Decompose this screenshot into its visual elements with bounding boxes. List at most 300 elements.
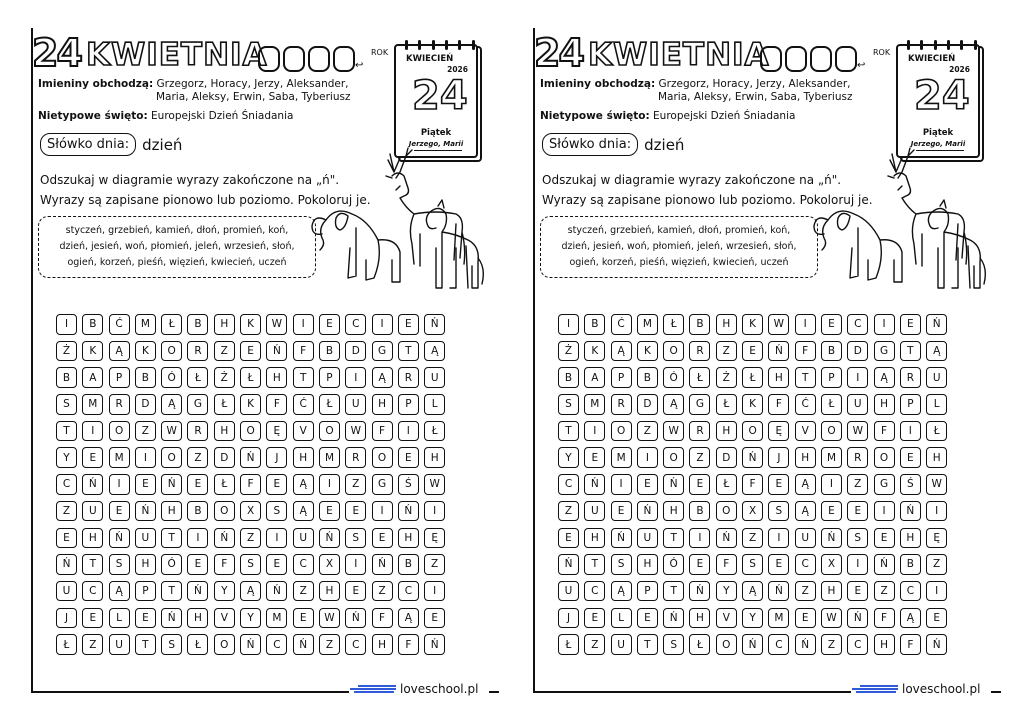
grid-cell[interactable]: Z (424, 554, 445, 575)
grid-cell[interactable]: Ż (558, 341, 579, 362)
grid-cell[interactable]: Ń (56, 554, 77, 575)
grid-cell[interactable]: Ę (768, 421, 789, 442)
grid-cell[interactable]: Z (558, 501, 579, 522)
grid-cell[interactable]: P (637, 581, 658, 602)
grid-cell[interactable]: H (874, 634, 895, 655)
grid-cell[interactable]: Ń (266, 581, 287, 602)
grid-cell[interactable]: B (689, 314, 710, 335)
grid-cell[interactable]: Z (56, 501, 77, 522)
grid-cell[interactable]: Ż (56, 341, 77, 362)
word-search-grid[interactable] (558, 314, 947, 655)
grid-cell[interactable]: H (821, 581, 842, 602)
grid-cell[interactable]: Ą (161, 394, 182, 415)
grid-cell[interactable]: E (319, 501, 340, 522)
grid-cell[interactable]: Ń (637, 501, 658, 522)
grid-cell[interactable]: B (689, 501, 710, 522)
grid-cell[interactable]: U (637, 528, 658, 549)
grid-cell[interactable]: H (900, 528, 921, 549)
grid-cell[interactable]: Ą (293, 501, 314, 522)
year-digit-box[interactable] (258, 46, 280, 72)
grid-cell[interactable]: Ł (689, 367, 710, 388)
grid-cell[interactable]: Ł (187, 367, 208, 388)
grid-cell[interactable]: G (874, 341, 895, 362)
grid-cell[interactable]: I (926, 501, 947, 522)
grid-cell[interactable]: U (611, 634, 632, 655)
grid-cell[interactable]: R (900, 367, 921, 388)
grid-cell[interactable]: Ń (584, 474, 605, 495)
grid-cell[interactable]: O (716, 634, 737, 655)
grid-cell[interactable]: V (293, 421, 314, 442)
grid-cell[interactable]: S (240, 554, 261, 575)
grid-cell[interactable]: Ń (926, 634, 947, 655)
grid-cell[interactable]: L (424, 394, 445, 415)
grid-cell[interactable]: Ó (161, 554, 182, 575)
grid-cell[interactable]: W (926, 474, 947, 495)
grid-cell[interactable]: D (716, 447, 737, 468)
grid-cell[interactable]: J (56, 608, 77, 629)
grid-cell[interactable]: H (424, 447, 445, 468)
grid-cell[interactable]: Ł (240, 367, 261, 388)
grid-cell[interactable]: W (319, 608, 340, 629)
grid-cell[interactable]: R (689, 341, 710, 362)
grid-cell[interactable]: Ł (663, 314, 684, 335)
grid-cell[interactable]: Ń (795, 634, 816, 655)
grid-cell[interactable]: Z (293, 581, 314, 602)
grid-cell[interactable]: F (874, 608, 895, 629)
grid-cell[interactable]: C (558, 474, 579, 495)
grid-cell[interactable]: L (926, 394, 947, 415)
grid-cell[interactable]: F (293, 341, 314, 362)
grid-cell[interactable]: K (637, 341, 658, 362)
grid-cell[interactable]: Ć (293, 394, 314, 415)
grid-cell[interactable]: I (611, 474, 632, 495)
grid-cell[interactable]: Ó (663, 554, 684, 575)
grid-cell[interactable]: H (372, 394, 393, 415)
grid-cell[interactable]: Ń (240, 634, 261, 655)
grid-cell[interactable]: F (716, 554, 737, 575)
grid-cell[interactable]: K (742, 314, 763, 335)
grid-cell[interactable]: Ń (372, 554, 393, 575)
grid-cell[interactable]: Ń (266, 341, 287, 362)
grid-cell[interactable]: M (611, 447, 632, 468)
grid-cell[interactable]: K (135, 341, 156, 362)
grid-cell[interactable]: E (82, 447, 103, 468)
grid-cell[interactable]: S (663, 634, 684, 655)
grid-cell[interactable]: E (187, 474, 208, 495)
grid-cell[interactable]: H (716, 314, 737, 335)
grid-cell[interactable]: Z (926, 554, 947, 575)
grid-cell[interactable]: I (584, 421, 605, 442)
grid-cell[interactable]: H (214, 421, 235, 442)
grid-cell[interactable]: R (847, 447, 868, 468)
grid-cell[interactable]: T (795, 367, 816, 388)
grid-cell[interactable]: Ń (161, 474, 182, 495)
grid-cell[interactable]: P (398, 394, 419, 415)
grid-cell[interactable]: E (637, 474, 658, 495)
grid-cell[interactable]: Z (345, 474, 366, 495)
grid-cell[interactable]: H (663, 501, 684, 522)
grid-cell[interactable]: E (689, 554, 710, 575)
grid-cell[interactable]: M (821, 447, 842, 468)
grid-cell[interactable]: E (109, 501, 130, 522)
grid-cell[interactable]: I (637, 447, 658, 468)
grid-cell[interactable]: B (558, 367, 579, 388)
grid-cell[interactable]: I (187, 528, 208, 549)
grid-cell[interactable]: I (109, 474, 130, 495)
grid-cell[interactable]: D (345, 341, 366, 362)
grid-cell[interactable]: Ń (558, 554, 579, 575)
grid-cell[interactable]: Ó (161, 367, 182, 388)
grid-cell[interactable]: W (847, 421, 868, 442)
grid-cell[interactable]: Ł (926, 421, 947, 442)
grid-cell[interactable]: O (319, 421, 340, 442)
grid-cell[interactable]: O (161, 341, 182, 362)
grid-cell[interactable]: Ć (611, 314, 632, 335)
grid-cell[interactable]: O (214, 501, 235, 522)
grid-cell[interactable]: Ń (663, 608, 684, 629)
grid-cell[interactable]: B (187, 314, 208, 335)
grid-cell[interactable]: Ł (214, 474, 235, 495)
grid-cell[interactable]: C (584, 581, 605, 602)
grid-cell[interactable]: Ś (900, 474, 921, 495)
grid-cell[interactable]: X (821, 554, 842, 575)
grid-cell[interactable]: E (821, 501, 842, 522)
grid-cell[interactable]: B (584, 314, 605, 335)
grid-cell[interactable]: Z (637, 421, 658, 442)
year-digit-box[interactable] (308, 46, 330, 72)
grid-cell[interactable]: X (319, 554, 340, 575)
grid-cell[interactable]: T (584, 554, 605, 575)
grid-cell[interactable]: F (900, 634, 921, 655)
grid-cell[interactable]: Y (716, 581, 737, 602)
grid-cell[interactable]: X (742, 501, 763, 522)
grid-cell[interactable]: T (558, 421, 579, 442)
grid-cell[interactable]: Y (558, 447, 579, 468)
grid-cell[interactable]: Z (214, 341, 235, 362)
grid-cell[interactable]: C (768, 634, 789, 655)
grid-cell[interactable]: F (874, 421, 895, 442)
grid-cell[interactable]: R (109, 394, 130, 415)
grid-cell[interactable]: Ń (293, 634, 314, 655)
grid-cell[interactable]: I (424, 581, 445, 602)
grid-cell[interactable]: H (398, 528, 419, 549)
grid-cell[interactable]: U (82, 501, 103, 522)
grid-cell[interactable]: W (424, 474, 445, 495)
grid-cell[interactable]: Ą (742, 581, 763, 602)
grid-cell[interactable]: F (372, 421, 393, 442)
grid-cell[interactable]: O (742, 421, 763, 442)
grid-cell[interactable]: Z (135, 421, 156, 442)
grid-cell[interactable]: Ą (109, 581, 130, 602)
grid-cell[interactable]: E (424, 608, 445, 629)
year-digit-box[interactable] (283, 46, 305, 72)
grid-cell[interactable]: I (874, 314, 895, 335)
grid-cell[interactable]: P (900, 394, 921, 415)
grid-cell[interactable]: R (345, 447, 366, 468)
grid-cell[interactable]: F (795, 341, 816, 362)
grid-cell[interactable]: Y (240, 608, 261, 629)
grid-cell[interactable]: U (424, 367, 445, 388)
grid-cell[interactable]: B (637, 367, 658, 388)
grid-cell[interactable]: Ą (109, 341, 130, 362)
year-digit-box[interactable] (785, 46, 807, 72)
grid-cell[interactable]: K (240, 314, 261, 335)
grid-cell[interactable]: M (637, 314, 658, 335)
grid-cell[interactable]: Ń (663, 474, 684, 495)
grid-cell[interactable]: R (398, 367, 419, 388)
grid-cell[interactable]: U (56, 581, 77, 602)
grid-cell[interactable]: Y (56, 447, 77, 468)
grid-cell[interactable]: Ą (926, 341, 947, 362)
grid-cell[interactable]: Ń (926, 314, 947, 335)
grid-cell[interactable]: Ł (558, 634, 579, 655)
grid-cell[interactable]: R (689, 421, 710, 442)
grid-cell[interactable]: F (398, 634, 419, 655)
grid-cell[interactable]: E (398, 314, 419, 335)
grid-cell[interactable]: Ń (821, 528, 842, 549)
grid-cell[interactable]: Ą (795, 474, 816, 495)
grid-cell[interactable]: Ę (424, 528, 445, 549)
grid-cell[interactable]: I (398, 421, 419, 442)
grid-cell[interactable]: C (345, 634, 366, 655)
grid-cell[interactable]: E (266, 554, 287, 575)
grid-cell[interactable]: I (847, 367, 868, 388)
grid-cell[interactable]: E (874, 528, 895, 549)
grid-cell[interactable]: I (372, 501, 393, 522)
grid-cell[interactable]: Z (689, 447, 710, 468)
grid-cell[interactable]: S (345, 528, 366, 549)
year-digit-box[interactable] (333, 46, 355, 72)
grid-cell[interactable]: H (795, 447, 816, 468)
grid-cell[interactable]: D (847, 341, 868, 362)
grid-cell[interactable]: H (266, 367, 287, 388)
grid-cell[interactable]: O (161, 447, 182, 468)
grid-cell[interactable]: Ń (847, 608, 868, 629)
grid-cell[interactable]: Z (82, 634, 103, 655)
grid-cell[interactable]: E (689, 474, 710, 495)
grid-cell[interactable]: B (821, 341, 842, 362)
grid-cell[interactable]: T (135, 634, 156, 655)
grid-cell[interactable]: Ć (109, 314, 130, 335)
grid-cell[interactable]: F (768, 394, 789, 415)
grid-cell[interactable]: H (135, 554, 156, 575)
grid-cell[interactable]: E (135, 608, 156, 629)
grid-cell[interactable]: S (742, 554, 763, 575)
grid-cell[interactable]: H (768, 367, 789, 388)
grid-cell[interactable]: U (345, 394, 366, 415)
grid-cell[interactable]: H (319, 581, 340, 602)
grid-cell[interactable]: Ł (187, 634, 208, 655)
grid-cell[interactable]: F (214, 554, 235, 575)
grid-cell[interactable]: V (716, 608, 737, 629)
grid-cell[interactable]: Ń (424, 314, 445, 335)
grid-cell[interactable]: F (266, 394, 287, 415)
grid-cell[interactable]: E (398, 447, 419, 468)
grid-cell[interactable]: Ą (900, 608, 921, 629)
grid-cell[interactable]: B (56, 367, 77, 388)
grid-cell[interactable]: Ł (742, 367, 763, 388)
grid-cell[interactable]: U (584, 501, 605, 522)
grid-cell[interactable]: E (900, 447, 921, 468)
grid-cell[interactable]: E (345, 501, 366, 522)
grid-cell[interactable]: Ń (398, 501, 419, 522)
grid-cell[interactable]: H (689, 608, 710, 629)
grid-cell[interactable]: Z (795, 581, 816, 602)
grid-cell[interactable]: F (372, 608, 393, 629)
year-digit-box[interactable] (760, 46, 782, 72)
grid-cell[interactable]: Ń (874, 554, 895, 575)
grid-cell[interactable]: H (214, 314, 235, 335)
grid-cell[interactable]: L (109, 608, 130, 629)
grid-cell[interactable]: Ą (663, 394, 684, 415)
grid-cell[interactable]: T (161, 581, 182, 602)
grid-cell[interactable]: I (319, 474, 340, 495)
grid-cell[interactable]: Ń (345, 608, 366, 629)
grid-cell[interactable]: Ć (795, 394, 816, 415)
grid-cell[interactable]: E (584, 447, 605, 468)
grid-cell[interactable]: L (611, 608, 632, 629)
grid-cell[interactable]: Ń (161, 608, 182, 629)
grid-cell[interactable]: B (82, 314, 103, 335)
grid-cell[interactable]: U (109, 634, 130, 655)
grid-cell[interactable]: B (135, 367, 156, 388)
grid-cell[interactable]: H (187, 608, 208, 629)
grid-cell[interactable]: E (926, 608, 947, 629)
grid-cell[interactable]: C (847, 634, 868, 655)
grid-cell[interactable]: E (56, 528, 77, 549)
grid-cell[interactable]: Ń (768, 581, 789, 602)
grid-cell[interactable]: Ń (900, 501, 921, 522)
grid-cell[interactable]: Ł (689, 634, 710, 655)
grid-cell[interactable]: O (372, 447, 393, 468)
grid-cell[interactable]: A (584, 367, 605, 388)
grid-cell[interactable]: C (847, 314, 868, 335)
grid-cell[interactable]: E (240, 341, 261, 362)
grid-cell[interactable]: E (768, 554, 789, 575)
grid-cell[interactable]: T (637, 634, 658, 655)
grid-cell[interactable]: T (82, 554, 103, 575)
grid-cell[interactable]: Z (874, 581, 895, 602)
grid-cell[interactable]: Ś (398, 474, 419, 495)
grid-cell[interactable]: E (266, 474, 287, 495)
grid-cell[interactable]: I (345, 367, 366, 388)
grid-cell[interactable]: E (345, 581, 366, 602)
grid-cell[interactable]: G (372, 474, 393, 495)
grid-cell[interactable]: T (56, 421, 77, 442)
grid-cell[interactable]: V (795, 421, 816, 442)
grid-cell[interactable]: Ń (319, 528, 340, 549)
grid-cell[interactable]: P (109, 367, 130, 388)
grid-cell[interactable]: K (584, 341, 605, 362)
grid-cell[interactable]: Ż (716, 367, 737, 388)
grid-cell[interactable]: C (293, 554, 314, 575)
grid-cell[interactable]: E (319, 314, 340, 335)
grid-cell[interactable]: M (319, 447, 340, 468)
grid-cell[interactable]: P (135, 581, 156, 602)
grid-cell[interactable]: S (266, 501, 287, 522)
grid-cell[interactable]: E (637, 608, 658, 629)
grid-cell[interactable]: E (372, 528, 393, 549)
grid-cell[interactable]: Ń (742, 634, 763, 655)
grid-cell[interactable]: H (293, 447, 314, 468)
grid-cell[interactable]: D (637, 394, 658, 415)
grid-cell[interactable]: Z (240, 528, 261, 549)
grid-cell[interactable]: Z (742, 528, 763, 549)
grid-cell[interactable]: U (847, 394, 868, 415)
grid-cell[interactable]: Ń (742, 447, 763, 468)
grid-cell[interactable]: I (900, 421, 921, 442)
grid-cell[interactable]: C (900, 581, 921, 602)
grid-cell[interactable]: O (663, 341, 684, 362)
grid-cell[interactable]: Ń (82, 474, 103, 495)
grid-cell[interactable]: M (135, 314, 156, 335)
grid-cell[interactable]: K (82, 341, 103, 362)
grid-cell[interactable]: Ż (214, 367, 235, 388)
grid-cell[interactable]: H (372, 634, 393, 655)
grid-cell[interactable]: I (135, 447, 156, 468)
grid-cell[interactable]: U (293, 528, 314, 549)
grid-cell[interactable]: O (716, 501, 737, 522)
grid-cell[interactable]: J (768, 447, 789, 468)
grid-cell[interactable]: E (768, 474, 789, 495)
grid-cell[interactable]: C (266, 634, 287, 655)
grid-cell[interactable]: I (689, 528, 710, 549)
grid-cell[interactable]: S (768, 501, 789, 522)
grid-cell[interactable]: E (900, 314, 921, 335)
grid-cell[interactable]: G (874, 474, 895, 495)
grid-cell[interactable]: T (293, 367, 314, 388)
year-digit-box[interactable] (810, 46, 832, 72)
grid-cell[interactable]: R (611, 394, 632, 415)
grid-cell[interactable]: E (584, 608, 605, 629)
grid-cell[interactable]: Ł (56, 634, 77, 655)
grid-cell[interactable]: Ę (926, 528, 947, 549)
grid-cell[interactable]: O (214, 634, 235, 655)
grid-cell[interactable]: S (109, 554, 130, 575)
grid-cell[interactable]: Ń (424, 634, 445, 655)
grid-cell[interactable]: Z (187, 447, 208, 468)
grid-cell[interactable]: Ę (266, 421, 287, 442)
grid-cell[interactable]: H (82, 528, 103, 549)
grid-cell[interactable]: C (795, 554, 816, 575)
grid-cell[interactable]: J (558, 608, 579, 629)
grid-cell[interactable]: E (558, 528, 579, 549)
grid-cell[interactable]: O (240, 421, 261, 442)
grid-cell[interactable]: Ą (372, 367, 393, 388)
grid-cell[interactable]: A (82, 367, 103, 388)
grid-cell[interactable]: I (795, 314, 816, 335)
grid-cell[interactable]: Ł (214, 394, 235, 415)
grid-cell[interactable]: O (821, 421, 842, 442)
grid-cell[interactable]: Z (372, 581, 393, 602)
grid-cell[interactable]: S (847, 528, 868, 549)
grid-cell[interactable]: W (161, 421, 182, 442)
grid-cell[interactable]: K (240, 394, 261, 415)
grid-cell[interactable]: S (558, 394, 579, 415)
grid-cell[interactable]: R (187, 421, 208, 442)
grid-cell[interactable]: Ą (611, 581, 632, 602)
grid-cell[interactable]: I (293, 314, 314, 335)
grid-cell[interactable]: O (109, 421, 130, 442)
grid-cell[interactable]: U (135, 528, 156, 549)
grid-cell[interactable]: O (663, 447, 684, 468)
grid-cell[interactable]: D (214, 447, 235, 468)
grid-cell[interactable]: I (56, 314, 77, 335)
grid-cell[interactable]: P (611, 367, 632, 388)
grid-cell[interactable]: E (293, 608, 314, 629)
grid-cell[interactable]: H (584, 528, 605, 549)
grid-cell[interactable]: W (768, 314, 789, 335)
